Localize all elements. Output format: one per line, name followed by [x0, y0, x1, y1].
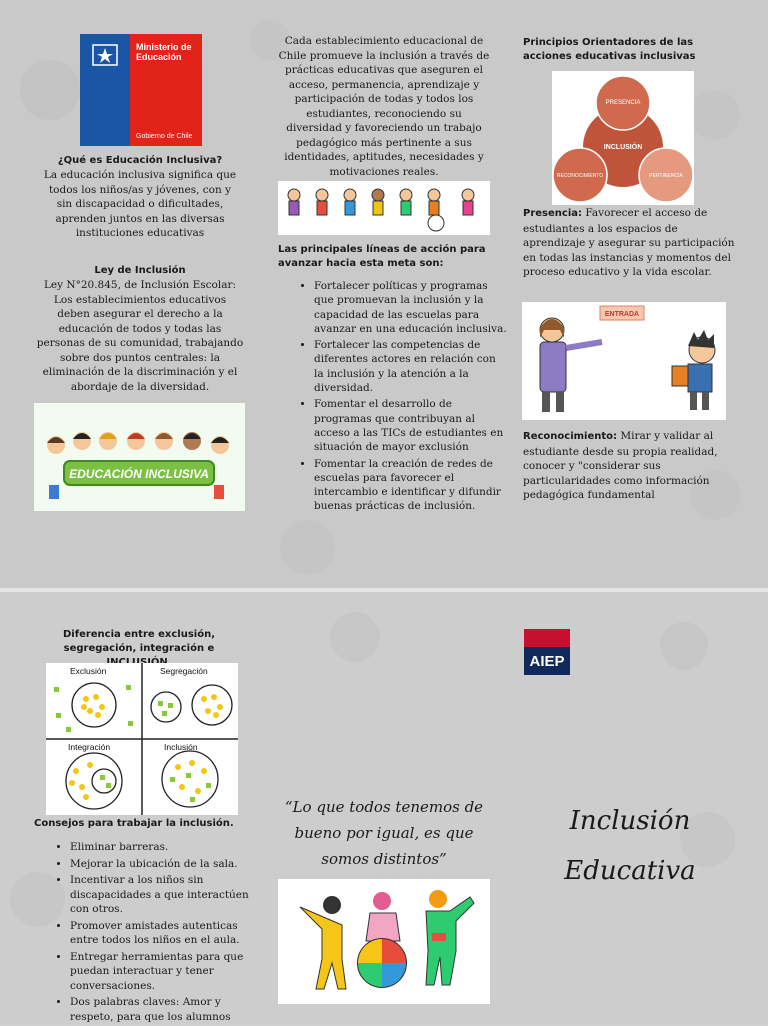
intro-text: Cada establecimiento educacional de Chile promueve la inclusión a través de prácticas educativas que aseguren el acceso, permanencia, aprendizaje y participación de todas y todos los estudiantes, reconociendo su diversidad y favoreciendo un trabajo pedagógico más pertinente a sus identidades, aptitudes, necesidades y motivaciones reales.: [278, 35, 490, 178]
reconocimiento-text: Mirar y validar al estudiante desde su propia realidad, conocer y "considerar sus particularidades como información pedagógica fundamental: [523, 430, 718, 501]
banner-label: EDUCACIÓN INCLUSIVA: [69, 467, 209, 481]
brochure-title-line2: Educativa: [564, 856, 696, 886]
law-heading: Ley de Inclusión: [94, 265, 186, 276]
quadrant-label-exclusion: Exclusión: [70, 666, 107, 676]
principles-heading: Principios Orientadores de las acciones educativas inclusivas: [523, 37, 696, 62]
logo-footer: Gobierno de Chile: [136, 133, 193, 140]
teacher-student-illustration: [522, 302, 726, 420]
list-item: • Entregar herramientas para que puedan interactuar y tener conversaciones.: [70, 950, 260, 994]
aiep-logo-text: AIEP: [529, 653, 565, 670]
action-lines-heading: Las principales líneas de acción para avanzar hacia esta meta son:: [278, 244, 486, 269]
principles-venn-diagram: [552, 71, 694, 205]
quadrant-label-integracion: Integración: [68, 742, 111, 752]
aiep-logo: [524, 629, 570, 675]
list-item: • Fortalecer políticas y programas que promuevan la inclusión y la capacidad de las escuelas para avanzar en una educación inclusiva.: [314, 279, 508, 336]
action-lines-list: [296, 279, 508, 516]
venn-reconocimiento-label: RECONOCIMIENTO: [556, 173, 604, 179]
list-item: • Promover amistades autenticas entre todos los niños en el aula.: [70, 919, 260, 948]
presencia-paragraph: [523, 206, 738, 280]
quadrant-label-inclusion: Inclusión: [164, 742, 198, 752]
list-item: • Eliminar barreras.: [70, 840, 260, 855]
children-group-illustration: [34, 403, 245, 511]
exclusion-inclusion-diagram: [46, 663, 238, 815]
background-doodle: [330, 612, 380, 662]
inclusive-education-heading: ¿Qué es Educación Inclusiva?: [57, 155, 223, 166]
list-item: • Fomentar el desarrollo de programas que contribuyan al acceso a las TICs de estudiantes en situación de mayor exclusión: [314, 397, 508, 454]
difference-heading: Diferencia entre exclusión, segregación, integración e: [62, 629, 216, 654]
brochure-title-line1: Inclusión: [569, 806, 691, 836]
quadrant-label-segregacion: Segregación: [160, 666, 208, 676]
ministerio-logo: [80, 34, 202, 146]
law-text: Ley N°20.845, de Inclusión Escolar: Los establecimientos educativos deben asegurar el derecho a la educación de todos y todas las personas de su comunidad, trabajando sobre dos puntos centrales: la eliminación de la discriminación y el abordaje de la diversidad.: [36, 279, 244, 393]
reconocimiento-label: Reconocimiento:: [523, 431, 618, 442]
presencia-label: Presencia:: [523, 208, 582, 219]
list-item: • Incentivar a los niños sin discapacidades a que interactúen con otros.: [70, 873, 260, 917]
background-doodle: [690, 90, 740, 140]
children-row-image: [278, 181, 490, 235]
quote-text: “Lo que todos tenemos de bueno por igual, es que somos distintos”: [284, 798, 484, 868]
inclusive-education-banner: [34, 403, 245, 511]
aiep-logo-band: [524, 629, 570, 647]
reconocimiento-paragraph: [523, 429, 738, 503]
list-item: • Dos palabras claves: Amor y respeto, para que los alumnos: [70, 995, 260, 1024]
list-item: • Fomentar la creación de redes de escuelas para favorecer el intercambio e identificar y difundir buenas prácticas de inclusión.: [314, 457, 508, 514]
quadrant-diagram: [46, 663, 238, 815]
consejos-heading: Consejos para trabajar la inclusión.: [34, 818, 234, 829]
venn-svg: [552, 71, 694, 205]
venn-pertinencia-label: PERTINENCIA: [649, 173, 683, 179]
chile-shield-icon: [90, 42, 120, 68]
diverse-figures-image: [278, 879, 490, 1004]
children-row-illustration: [278, 181, 490, 235]
venn-presencia-label: PRESENCIA: [605, 100, 641, 106]
background-doodle: [280, 520, 335, 575]
background-doodle: [660, 622, 708, 670]
entrada-sign: ENTRADA: [604, 311, 640, 318]
diverse-figures-illustration: [278, 879, 490, 1004]
logo-title: Ministerio de Educación: [136, 42, 192, 62]
entrada-illustration: [522, 302, 726, 420]
presencia-text: Favorecer el acceso de estudiantes a los espacios de aprendizaje y asegurar su participación en todas las instancias y momentos del proceso educativo y la vida escolar.: [523, 207, 735, 278]
inclusive-education-text: La educación inclusiva significa que todos los niños/as y jóvenes, con y sin discapacidad o dificultades, aprenden juntos en las diversas instituciones educativas: [43, 169, 237, 239]
consejos-list: [52, 840, 260, 1026]
background-doodle: [20, 60, 80, 120]
list-item: • Fortalecer las competencias de diferentes actores en relación con la inclusión y la atención a la diversidad.: [314, 338, 508, 395]
venn-inclusion-label: INCLUSIÓN: [603, 144, 643, 151]
list-item: • Mejorar la ubicación de la sala.: [70, 857, 260, 872]
logo-blue-band: [80, 34, 130, 146]
